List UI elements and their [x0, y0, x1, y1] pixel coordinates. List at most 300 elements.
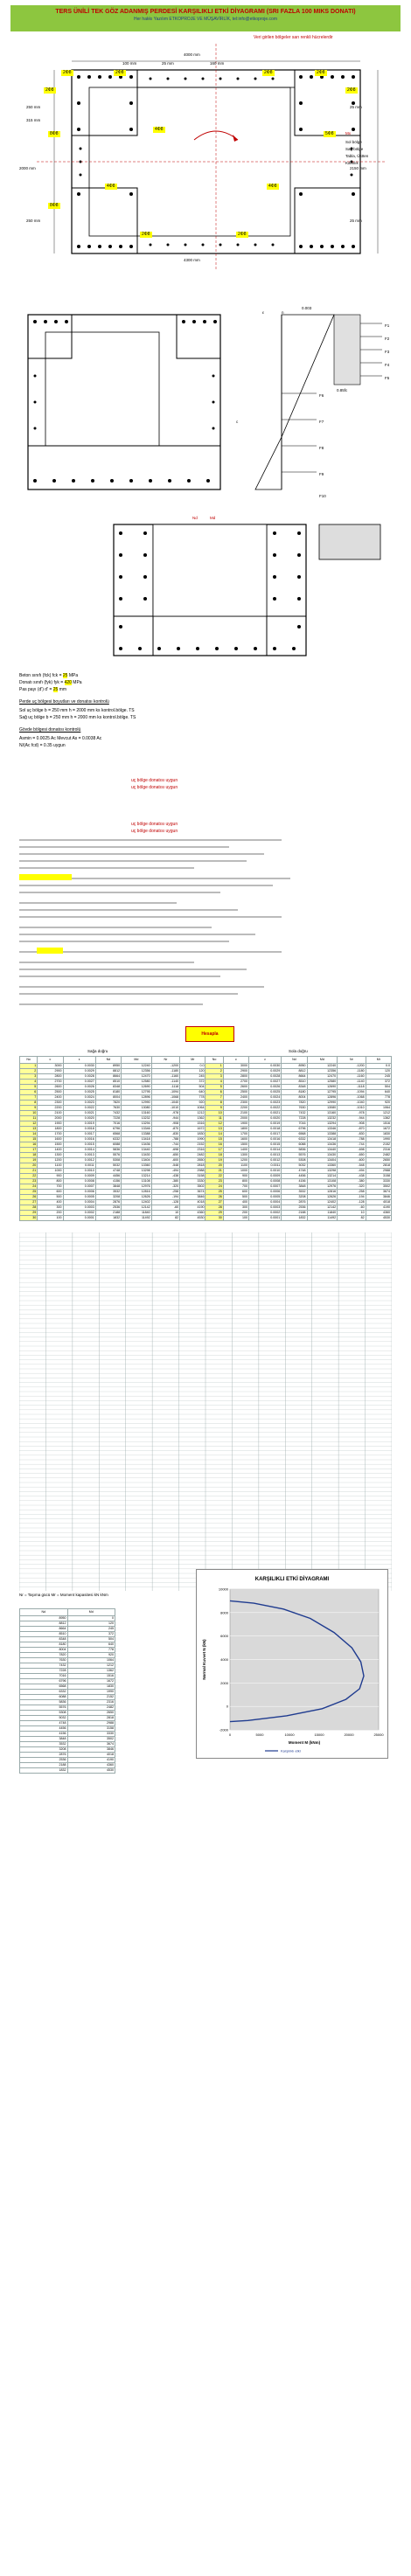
- table-header: c: [38, 1057, 63, 1064]
- table-cell: 1516: [180, 1121, 206, 1127]
- table-cell: -194: [151, 1195, 179, 1200]
- table-cell: -1068: [338, 1095, 366, 1101]
- table-cell: 2200: [38, 1106, 63, 1111]
- rebar-label[interactable]: 2Φ8: [142, 232, 150, 237]
- table-cell: 82: [151, 1216, 179, 1221]
- table-header: Nd: [282, 1057, 307, 1064]
- table-cell: 6332: [20, 1690, 68, 1695]
- dim-label: 160 mm: [210, 61, 225, 66]
- table-cell: 0.0024: [248, 1095, 281, 1101]
- table-cell: 0.0012: [63, 1158, 95, 1163]
- table-header: Mr: [366, 1057, 391, 1064]
- table-cell: 3848: [95, 1184, 121, 1190]
- rebar-label[interactable]: 2Φ8: [238, 232, 247, 237]
- table-cell: 6: [20, 1090, 38, 1095]
- fyk-input[interactable]: 420: [64, 680, 72, 685]
- section-label: Nd: [192, 516, 198, 520]
- table-cell: 1832: [95, 1216, 121, 1221]
- table-cell: 4190: [180, 1205, 206, 1211]
- x-axis-label: Moment M (kNm): [288, 1740, 321, 1745]
- table-cell: 15: [20, 1137, 38, 1142]
- table-cell: 13108: [122, 1179, 152, 1184]
- table-cell: 900: [223, 1174, 248, 1179]
- table-cell: 3502: [67, 1737, 115, 1742]
- table-cell: -1118: [151, 1085, 179, 1090]
- table-cell: 1516: [67, 1674, 115, 1679]
- dim-label: 315 mm: [26, 118, 41, 122]
- table-header: ε: [63, 1057, 95, 1064]
- dim-label: 250 mm: [26, 219, 41, 223]
- table-cell: 2300: [38, 1101, 63, 1106]
- table-cell: 0.0006: [63, 1190, 95, 1195]
- table-cell: -1040: [151, 1101, 179, 1106]
- page-subtitle: Her hakkı Yazılım ETKOPROJE VE MÜŞAVİRLİK, tel:info@etkoproje.com: [133, 17, 278, 22]
- table-cell: 200: [38, 1211, 63, 1216]
- calc-line: Sol uç bölge b = 250 mm h = 2000 mm ks kontrol.bölge. TS: [19, 708, 135, 713]
- status-text: uç bölge donatısı uygun: [131, 778, 178, 783]
- table-cell: 12816: [122, 1190, 152, 1195]
- table-cell: 4018: [180, 1200, 206, 1205]
- table-cell: 12356: [122, 1069, 152, 1074]
- table-cell: 12402: [122, 1200, 152, 1205]
- table-cell: 13440: [307, 1148, 338, 1153]
- table-cell: 4360: [180, 1211, 206, 1216]
- table-cell: 13160: [307, 1111, 338, 1116]
- section-label: F5: [385, 376, 390, 380]
- table-cell: 13232: [307, 1116, 338, 1121]
- side-note: Tabla, Üstten: [345, 154, 369, 158]
- dim-label: 250 mm: [26, 105, 41, 109]
- table-cell: -944: [338, 1116, 366, 1121]
- table-cell: 2536: [282, 1205, 307, 1211]
- table-cell: 1830: [67, 1684, 115, 1690]
- section-label: F9: [319, 472, 324, 476]
- table-cell: 13080: [122, 1106, 152, 1111]
- dim-label: 25 mm: [162, 61, 174, 66]
- table-cell: 4456: [95, 1174, 121, 1179]
- table-cell: 6088: [95, 1142, 121, 1148]
- table-cell: 7630: [95, 1106, 121, 1111]
- table-cell: -194: [338, 1195, 366, 1200]
- table-cell: 4156: [20, 1732, 68, 1737]
- table-cell: 3158: [180, 1174, 206, 1179]
- table-cell: 13388: [307, 1132, 338, 1137]
- table-cell: 504: [180, 1085, 206, 1090]
- table-cell: 12795: [122, 1090, 152, 1095]
- table-cell: 13418: [307, 1137, 338, 1142]
- table-cell: 8004: [95, 1095, 121, 1101]
- table-cell: 1212: [366, 1111, 391, 1116]
- legend-label: Karşılıklı etki: [281, 1748, 301, 1753]
- section-label: c: [236, 420, 239, 424]
- table-cell: 1200: [38, 1158, 63, 1163]
- table-cell: 3000: [223, 1064, 248, 1069]
- status-text: uç bölge donatısı uygun: [131, 829, 178, 834]
- table-cell: 5308: [20, 1711, 68, 1716]
- table-cell: 6568: [95, 1132, 121, 1137]
- table-cell: 12580: [122, 1080, 152, 1085]
- table-cell: -438: [338, 1174, 366, 1179]
- table-cell: 0.0030: [248, 1064, 281, 1069]
- table-cell: 7820: [282, 1101, 307, 1106]
- table-cell: 3330: [67, 1732, 115, 1737]
- rebar-label[interactable]: 4Φ8: [107, 184, 115, 189]
- calc-heading: Perde uç bölgesi boyutları ve donatısı kontrolü: [19, 699, 109, 705]
- table-cell: 1500: [223, 1142, 248, 1148]
- chart-title: KARŞILIKLI ETKİ DİYAGRAMI: [254, 1577, 330, 1582]
- table-cell: 8510: [95, 1080, 121, 1085]
- table-cell: 504: [366, 1085, 391, 1090]
- table-cell: 8004: [282, 1095, 307, 1101]
- table-cell: 2400: [223, 1095, 248, 1101]
- table-cell: 2500: [38, 1090, 63, 1095]
- section-label: F10: [319, 494, 326, 498]
- table-cell: 3532: [282, 1190, 307, 1195]
- table-cell: 5836: [20, 1700, 68, 1705]
- table-cell: 13418: [122, 1137, 152, 1142]
- rebar-label[interactable]: 2Φ8: [317, 70, 325, 75]
- table-cell: 25: [20, 1190, 38, 1195]
- table-cell: 12470: [307, 1074, 338, 1080]
- table-cell: 25: [206, 1190, 223, 1195]
- table-cell: 500: [223, 1195, 248, 1200]
- rebar-label[interactable]: 2Φ8: [45, 87, 54, 93]
- table-cell: 0.0029: [63, 1069, 95, 1074]
- table-cell: 21: [206, 1169, 223, 1174]
- table-cell: 0.0004: [248, 1200, 281, 1205]
- table-cell: 13298: [122, 1169, 152, 1174]
- table-cell: 1672: [67, 1679, 115, 1684]
- table-cell: 18: [20, 1153, 38, 1158]
- table-cell: 6332: [282, 1137, 307, 1142]
- table-cell: 14: [206, 1132, 223, 1137]
- wall-cross-section-drawing: [105, 520, 385, 660]
- dim-label: 2000 mm: [19, 166, 36, 170]
- table-cell: 7432: [282, 1111, 307, 1116]
- table-cell: 2482: [366, 1153, 391, 1158]
- table-cell: 2988: [180, 1169, 206, 1174]
- table-cell: 2316: [366, 1148, 391, 1153]
- table-cell: 0.0017: [63, 1132, 95, 1137]
- table-cell: 15: [206, 1137, 223, 1142]
- table-cell: 13108: [307, 1179, 338, 1184]
- table-cell: 0.0026: [63, 1085, 95, 1090]
- page-header: [10, 5, 401, 31]
- table-cell: 778: [366, 1095, 391, 1101]
- table-cell: 29: [20, 1211, 38, 1216]
- rebar-label[interactable]: 8Φ8: [50, 203, 59, 208]
- table-cell: 2316: [180, 1148, 206, 1153]
- table-cell: 13080: [307, 1106, 338, 1111]
- table-cell: 0.0010: [63, 1169, 95, 1174]
- dim-label: 4000 mm: [184, 52, 200, 57]
- table-cell: 2100: [223, 1111, 248, 1116]
- table-cell: 8812: [282, 1069, 307, 1074]
- table-cell: 24: [206, 1184, 223, 1190]
- table-cell: 0.0028: [248, 1074, 281, 1080]
- table-cell: 13294: [122, 1121, 152, 1127]
- table-cell: 2818: [366, 1163, 391, 1169]
- table-cell: 0.0006: [248, 1190, 281, 1195]
- table-cell: 8004: [20, 1648, 68, 1653]
- table-cell: 29: [206, 1211, 223, 1216]
- table-cell: 12990: [122, 1101, 152, 1106]
- section-label: 0.85fc: [337, 388, 348, 392]
- table-cell: 0.0018: [63, 1127, 95, 1132]
- table-cell: 0.0016: [248, 1137, 281, 1142]
- table-cell: 4456: [20, 1726, 68, 1732]
- table-cell: -258: [338, 1190, 366, 1195]
- table-cell: 5836: [95, 1148, 121, 1153]
- table-cell: -1160: [338, 1074, 366, 1080]
- table-cell: 27: [206, 1200, 223, 1205]
- table-cell: 1832: [20, 1768, 68, 1774]
- table-cell: 4190: [67, 1758, 115, 1763]
- y-tick-label: 2000: [220, 1680, 228, 1685]
- table-cell: 0.0011: [248, 1163, 281, 1169]
- side-note: Sağ bölge: [345, 147, 364, 151]
- table-cell: -600: [151, 1158, 179, 1163]
- section-label: F1: [385, 323, 390, 328]
- table-cell: 1300: [38, 1153, 63, 1158]
- table-cell: 500: [38, 1195, 63, 1200]
- table-cell: 3674: [366, 1190, 391, 1195]
- table-cell: 2188: [20, 1763, 68, 1768]
- table-cell: 2300: [223, 1101, 248, 1106]
- table-cell: 4530: [67, 1768, 115, 1774]
- table-cell: 778: [67, 1648, 115, 1653]
- side-note: Sol bölge: [345, 140, 362, 144]
- table-cell: 372: [67, 1632, 115, 1637]
- table-cell: 12896: [307, 1095, 338, 1101]
- table-cell: -1010: [338, 1106, 366, 1111]
- table-cell: 0.0014: [63, 1148, 95, 1153]
- table-cell: 504: [67, 1637, 115, 1642]
- table-cell: 11: [206, 1116, 223, 1121]
- table-cell: 7228: [20, 1669, 68, 1674]
- table-cell: 14: [20, 1132, 38, 1137]
- table-cell: 2876: [95, 1200, 121, 1205]
- table-cell: 7630: [282, 1106, 307, 1111]
- table-footer: Nr = Taşıma gücü Mr = Moment kapasitesi kN kNm: [19, 1593, 108, 1597]
- table-cell: 1830: [366, 1132, 391, 1137]
- side-note: Mx: [345, 131, 351, 135]
- table-cell: 7820: [95, 1101, 121, 1106]
- table-cell: 13: [206, 1127, 223, 1132]
- table-cell: 22: [20, 1174, 38, 1179]
- table-header: Md: [307, 1057, 338, 1064]
- table-cell: 1990: [180, 1137, 206, 1142]
- table-cell: 12: [206, 1121, 223, 1127]
- table-cell: 0.0020: [63, 1116, 95, 1121]
- table-cell: 2818: [180, 1163, 206, 1169]
- table-cell: 8950: [282, 1064, 307, 1069]
- table-cell: 16: [20, 1142, 38, 1148]
- table-cell: 3848: [282, 1184, 307, 1190]
- table-cell: 2800: [223, 1074, 248, 1080]
- table-cell: 1832: [282, 1216, 307, 1221]
- table-cell: -788: [338, 1137, 366, 1142]
- table-cell: 13440: [122, 1148, 152, 1153]
- table-cell: 24: [20, 1184, 38, 1190]
- table-header: Md: [67, 1609, 115, 1616]
- table-cell: 0.0008: [63, 1179, 95, 1184]
- table-cell: 0.0025: [248, 1090, 281, 1095]
- rebar-label[interactable]: 2Φ8: [347, 87, 356, 93]
- table-cell: 0.0011: [63, 1163, 95, 1169]
- table-cell: 2800: [38, 1074, 63, 1080]
- table-cell: 0.0013: [63, 1153, 95, 1158]
- table-cell: 6568: [282, 1132, 307, 1137]
- table-cell: 22: [206, 1174, 223, 1179]
- results-table: [19, 1056, 392, 1221]
- table-cell: -494: [338, 1169, 366, 1174]
- table-cell: 4156: [95, 1179, 121, 1184]
- rebar-label[interactable]: 4Φ8: [155, 127, 164, 132]
- fck-input[interactable]: 25: [62, 673, 68, 678]
- table-cell: 3848: [20, 1737, 68, 1742]
- rebar-label[interactable]: 4Φ8: [268, 184, 277, 189]
- table-cell: -1200: [151, 1064, 179, 1069]
- table-cell: 1672: [180, 1127, 206, 1132]
- table-cell: 900: [38, 1174, 63, 1179]
- table-cell: -870: [151, 1127, 179, 1132]
- section-label: F3: [385, 350, 390, 354]
- table-cell: 6088: [20, 1695, 68, 1700]
- table-cell: 920: [67, 1653, 115, 1658]
- table-cell: 400: [223, 1200, 248, 1205]
- table-cell: -548: [151, 1163, 179, 1169]
- table-cell: 28: [206, 1205, 223, 1211]
- table-cell: -978: [338, 1111, 366, 1116]
- table-cell: 8812: [20, 1621, 68, 1627]
- table-cell: 700: [223, 1184, 248, 1190]
- x-tick-label: 0: [228, 1732, 232, 1737]
- table-cell: 8348: [282, 1085, 307, 1090]
- table-cell: 5: [206, 1085, 223, 1090]
- table-cell: 2650: [366, 1158, 391, 1163]
- table-cell: 0.0027: [63, 1080, 95, 1085]
- table-cell: 1600: [223, 1137, 248, 1142]
- table-cell: 2988: [366, 1169, 391, 1174]
- table-cell: 120: [366, 1069, 391, 1074]
- rebar-label[interactable]: 5Φ8: [325, 131, 334, 136]
- table-cell: -60: [338, 1205, 366, 1211]
- table-cell: 8348: [20, 1637, 68, 1642]
- table-cell: 12142: [307, 1205, 338, 1211]
- table-cell: 6796: [282, 1127, 307, 1132]
- table-cell: 640: [67, 1642, 115, 1648]
- calculate-button[interactable]: Hesapla: [185, 1026, 234, 1042]
- table-cell: 2: [20, 1069, 38, 1074]
- table-cell: 120: [67, 1621, 115, 1627]
- table-cell: 12690: [307, 1085, 338, 1090]
- table-cell: 13404: [307, 1158, 338, 1163]
- table-cell: 10: [151, 1211, 179, 1216]
- y-tick-label: -2000: [219, 1727, 228, 1732]
- table-cell: 12240: [122, 1064, 152, 1069]
- table-cell: -908: [338, 1121, 366, 1127]
- table-cell: 13294: [307, 1121, 338, 1127]
- table-cell: 0.0028: [63, 1074, 95, 1080]
- x-tick-label: 5000: [255, 1732, 264, 1737]
- table-cell: -698: [151, 1148, 179, 1153]
- table-cell: 11492: [122, 1216, 152, 1221]
- table-cell: 19: [206, 1158, 223, 1163]
- table-cell: 12896: [122, 1095, 152, 1101]
- table-cell: 1064: [180, 1106, 206, 1111]
- table-cell: 9: [206, 1106, 223, 1111]
- table-cell: -258: [151, 1190, 179, 1195]
- table-cell: 245: [67, 1627, 115, 1632]
- table-cell: 3330: [180, 1179, 206, 1184]
- rebar-label[interactable]: 2Φ8: [63, 70, 72, 75]
- table-cell: 13: [20, 1127, 38, 1132]
- cover-input[interactable]: 25: [52, 687, 59, 692]
- table-cell: 0.0015: [248, 1142, 281, 1148]
- table-cell: -1094: [151, 1090, 179, 1095]
- table-cell: 920: [180, 1101, 206, 1106]
- table-cell: -600: [338, 1158, 366, 1163]
- table-cell: 4748: [282, 1169, 307, 1174]
- table-cell: 0.0018: [248, 1127, 281, 1132]
- rebar-label[interactable]: 2Φ8: [115, 70, 124, 75]
- table-cell: 19: [20, 1158, 38, 1163]
- table-cell: 4156: [282, 1179, 307, 1184]
- table-cell: 2600: [38, 1085, 63, 1090]
- table-cell: 0.0023: [63, 1101, 95, 1106]
- table-cell: 2876: [282, 1200, 307, 1205]
- table-cell: 7432: [20, 1663, 68, 1669]
- dim-label: 100 mm: [122, 61, 137, 66]
- table-cell: -380: [338, 1179, 366, 1184]
- table-cell: 1: [206, 1064, 223, 1069]
- table-header: Nd: [20, 1609, 68, 1616]
- table-cell: 30: [20, 1216, 38, 1221]
- rebar-label[interactable]: 8Φ8: [50, 131, 59, 136]
- section-label: F7: [319, 420, 324, 424]
- table-cell: 7016: [20, 1674, 68, 1679]
- table-cell: 3208: [95, 1195, 121, 1200]
- table-cell: 3674: [180, 1190, 206, 1195]
- table-header: Md: [122, 1057, 152, 1064]
- rebar-label[interactable]: 2Φ8: [264, 70, 273, 75]
- table-cell: 2988: [67, 1721, 115, 1726]
- calc-line: Beton sınıfı (fck) fck = 25 MPa: [19, 673, 79, 678]
- calc-line: N/(Ac fcd) = 0.35 uygun: [19, 743, 66, 748]
- table-cell: 12470: [122, 1074, 152, 1080]
- empty-grid: [19, 1232, 392, 1591]
- section-label: F4: [385, 363, 390, 367]
- table-cell: 8180: [282, 1090, 307, 1095]
- table-cell: 5576: [282, 1153, 307, 1158]
- table-cell: 778: [180, 1095, 206, 1101]
- table-cell: 10: [206, 1111, 223, 1116]
- page-title: TERS ÜNİLİ TEK GÖZ ADANMIŞ PERDESİ KARŞILIKLI ETKİ DİYAGRAMI (SRI FAZLA 100 MIKS DONATI): [55, 9, 356, 15]
- table-cell: 800: [223, 1179, 248, 1184]
- table-cell: 1064: [366, 1106, 391, 1111]
- table-cell: 5308: [282, 1158, 307, 1163]
- table-cell: 3502: [366, 1184, 391, 1190]
- table-cell: 8664: [20, 1627, 68, 1632]
- table-cell: 1212: [67, 1663, 115, 1669]
- table-cell: 400: [38, 1200, 63, 1205]
- table-cell: 1672: [366, 1127, 391, 1132]
- table-cell: 0.0024: [63, 1095, 95, 1101]
- y-tick-label: 6000: [220, 1634, 228, 1639]
- table-cell: -1040: [338, 1101, 366, 1106]
- table-cell: 0.0009: [248, 1174, 281, 1179]
